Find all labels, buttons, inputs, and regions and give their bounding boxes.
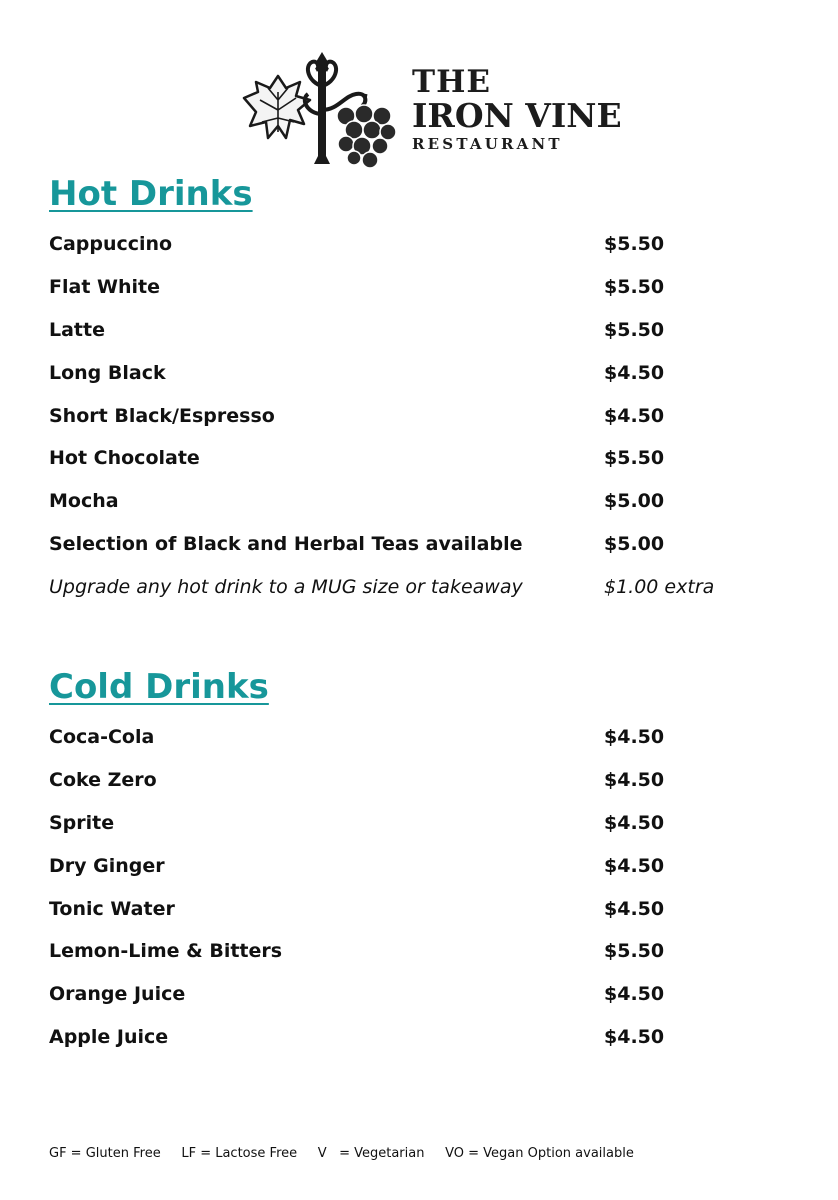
item-price: $5.00 <box>604 490 665 513</box>
item-name: Tonic Water <box>49 897 175 920</box>
hot-drinks-title: Hot Drinks <box>49 174 253 214</box>
item-name: Short Black/Espresso <box>49 404 275 427</box>
list-item <box>49 1020 769 1063</box>
list-item <box>49 399 769 442</box>
dietary-legend: GF = Gluten Free LF = Lactose Free V = Vegetarian VO = Vegan Option available <box>49 1146 634 1161</box>
grape-vine-logo-icon <box>238 52 408 172</box>
note-price: $1.00 extra <box>604 576 715 599</box>
item-name: Long Black <box>49 361 166 384</box>
upgrade-note <box>49 570 769 613</box>
list-item <box>49 763 769 806</box>
item-name: Lemon-Lime & Bitters <box>49 940 283 963</box>
brand-line-1: THE <box>412 64 491 100</box>
item-price: $4.50 <box>604 897 665 920</box>
item-name: Coca-Cola <box>49 726 155 748</box>
item-name: Apple Juice <box>49 1026 169 1049</box>
item-name: Latte <box>49 318 105 341</box>
list-item <box>49 313 769 356</box>
item-price: $4.50 <box>604 983 665 1006</box>
item-name: Coke Zero <box>49 768 157 791</box>
list-item <box>49 270 769 313</box>
list-item <box>49 441 769 484</box>
item-price: $4.50 <box>604 361 665 384</box>
item-price: $5.50 <box>604 233 665 255</box>
item-price: $4.50 <box>604 854 665 877</box>
list-item <box>49 484 769 527</box>
item-name: Orange Juice <box>49 983 186 1006</box>
list-item <box>49 977 769 1020</box>
item-price: $5.50 <box>604 940 665 963</box>
list-item <box>49 806 769 849</box>
item-price: $4.50 <box>604 811 665 834</box>
item-name: Flat White <box>49 275 160 298</box>
item-name: Sprite <box>49 811 115 834</box>
cold-drinks-title: Cold Drinks <box>49 667 269 707</box>
hot-drinks-list <box>49 227 769 613</box>
brand-line-2: IRON VINE <box>412 96 622 135</box>
list-item <box>49 356 769 399</box>
item-price: $4.50 <box>604 726 665 748</box>
item-price: $5.50 <box>604 318 665 341</box>
list-item <box>49 720 769 763</box>
item-name: Mocha <box>49 490 119 513</box>
list-item <box>49 849 769 892</box>
item-price: $4.50 <box>604 1026 665 1049</box>
item-name: Dry Ginger <box>49 854 165 877</box>
item-name: Selection of Black and Herbal Teas available <box>49 533 523 556</box>
item-name: Hot Chocolate <box>49 447 200 470</box>
item-price: $5.50 <box>604 275 665 298</box>
list-item <box>49 527 769 570</box>
list-item <box>49 934 769 977</box>
item-price: $5.50 <box>604 447 665 470</box>
cold-drinks-list <box>49 720 769 1063</box>
brand-name <box>412 66 622 154</box>
list-item <box>49 227 769 270</box>
item-price: $5.00 <box>604 533 665 556</box>
list-item <box>49 892 769 935</box>
note-text: Upgrade any hot drink to a MUG size or takeaway <box>49 576 523 599</box>
brand-line-3: RESTAURANT <box>412 135 563 153</box>
item-price: $4.50 <box>604 404 665 427</box>
item-name: Cappuccino <box>49 233 173 255</box>
restaurant-logo <box>238 52 622 172</box>
item-price: $4.50 <box>604 768 665 791</box>
